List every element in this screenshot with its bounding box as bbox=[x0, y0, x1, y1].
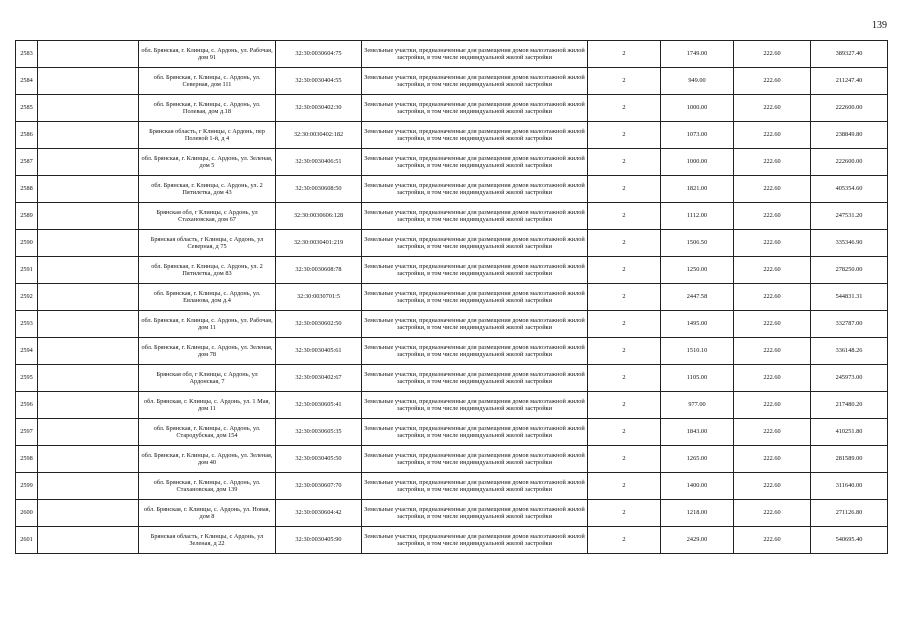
cadastral-value-cell: 544831.31 bbox=[811, 284, 888, 311]
table-row bbox=[16, 230, 888, 257]
table-row bbox=[16, 311, 888, 338]
area-cell: 977.00 bbox=[661, 392, 734, 419]
area-cell: 1400.00 bbox=[661, 473, 734, 500]
group-cell: 2 bbox=[588, 68, 661, 95]
land-use-cell: Земельные участки, предназначенные для размещения домов малоэтажной жилой застройки, в том числе индивидуальной жилой застройки bbox=[362, 419, 588, 446]
cadastral-number-cell: 32:30:0030402:67 bbox=[276, 365, 362, 392]
land-use-cell: Земельные участки, предназначенные для размещения домов малоэтажной жилой застройки, в том числе индивидуальной жилой застройки bbox=[362, 446, 588, 473]
spacer-cell bbox=[38, 68, 139, 95]
rate-cell: 222.60 bbox=[734, 446, 811, 473]
cadastral-value-cell: 222600.00 bbox=[811, 149, 888, 176]
table-row bbox=[16, 392, 888, 419]
land-use-cell: Земельные участки, предназначенные для размещения домов малоэтажной жилой застройки, в том числе индивидуальной жилой застройки bbox=[362, 527, 588, 554]
rate-cell: 222.60 bbox=[734, 500, 811, 527]
table-row bbox=[16, 122, 888, 149]
group-cell: 2 bbox=[588, 257, 661, 284]
area-cell: 1821.00 bbox=[661, 176, 734, 203]
spacer-cell bbox=[38, 392, 139, 419]
spacer-cell bbox=[38, 149, 139, 176]
cadastral-value-cell: 247531.20 bbox=[811, 203, 888, 230]
address-cell: обл. Брянская, г. Клинцы, с. Ардонь, ул. 2 Пятилетка, дом 83 bbox=[139, 257, 276, 284]
address-cell: Брянская обл, г Клинцы, с Ардонь, ул Стахановская, дом 67 bbox=[139, 203, 276, 230]
group-cell: 2 bbox=[588, 176, 661, 203]
group-cell: 2 bbox=[588, 419, 661, 446]
group-cell: 2 bbox=[588, 473, 661, 500]
cadastral-value-cell: 389327.40 bbox=[811, 41, 888, 68]
rate-cell: 222.60 bbox=[734, 230, 811, 257]
group-cell: 2 bbox=[588, 122, 661, 149]
cadastral-number-cell: 32:30:0030605:35 bbox=[276, 419, 362, 446]
spacer-cell bbox=[38, 500, 139, 527]
group-cell: 2 bbox=[588, 284, 661, 311]
cadastral-number-cell: 32:30:0030405:90 bbox=[276, 527, 362, 554]
row-number: 2598 bbox=[16, 446, 38, 473]
cadastral-value-cell: 336148.26 bbox=[811, 338, 888, 365]
row-number: 2588 bbox=[16, 176, 38, 203]
area-cell: 2447.58 bbox=[661, 284, 734, 311]
group-cell: 2 bbox=[588, 446, 661, 473]
area-cell: 1843.00 bbox=[661, 419, 734, 446]
group-cell: 2 bbox=[588, 365, 661, 392]
area-cell: 1000.00 bbox=[661, 149, 734, 176]
table-row bbox=[16, 284, 888, 311]
cadastral-value-cell: 335346.90 bbox=[811, 230, 888, 257]
rate-cell: 222.60 bbox=[734, 527, 811, 554]
row-number: 2591 bbox=[16, 257, 38, 284]
cadastral-number-cell: 32:30:0030701:5 bbox=[276, 284, 362, 311]
rate-cell: 222.60 bbox=[734, 257, 811, 284]
cadastral-number-cell: 32:30:0030602:50 bbox=[276, 311, 362, 338]
cadastral-number-cell: 32:30:0030606:128 bbox=[276, 203, 362, 230]
cadastral-value-cell: 222600.00 bbox=[811, 95, 888, 122]
table-row bbox=[16, 95, 888, 122]
area-cell: 1265.00 bbox=[661, 446, 734, 473]
address-cell: обл. Брянская, г. Клинцы, с. Ардонь, ул. Рабочая, дом 11 bbox=[139, 311, 276, 338]
land-use-cell: Земельные участки, предназначенные для размещения домов малоэтажной жилой застройки, в том числе индивидуальной жилой застройки bbox=[362, 122, 588, 149]
land-use-cell: Земельные участки, предназначенные для размещения домов малоэтажной жилой застройки, в том числе индивидуальной жилой застройки bbox=[362, 500, 588, 527]
land-use-cell: Земельные участки, предназначенные для размещения домов малоэтажной жилой застройки, в том числе индивидуальной жилой застройки bbox=[362, 473, 588, 500]
row-number: 2590 bbox=[16, 230, 38, 257]
cadastral-value-cell: 238849.80 bbox=[811, 122, 888, 149]
group-cell: 2 bbox=[588, 392, 661, 419]
row-number: 2587 bbox=[16, 149, 38, 176]
group-cell: 2 bbox=[588, 95, 661, 122]
cadastral-number-cell: 32:30:0030607:70 bbox=[276, 473, 362, 500]
rate-cell: 222.60 bbox=[734, 68, 811, 95]
cadastral-number-cell: 32:30:0030405:61 bbox=[276, 338, 362, 365]
row-number: 2583 bbox=[16, 41, 38, 68]
spacer-cell bbox=[38, 365, 139, 392]
land-use-cell: Земельные участки, предназначенные для размещения домов малоэтажной жилой застройки, в том числе индивидуальной жилой застройки bbox=[362, 257, 588, 284]
group-cell: 2 bbox=[588, 338, 661, 365]
address-cell: обл. Брянская, г. Клинцы, с. Ардонь, ул. Стахановская, дом 139 bbox=[139, 473, 276, 500]
spacer-cell bbox=[38, 473, 139, 500]
spacer-cell bbox=[38, 527, 139, 554]
spacer-cell bbox=[38, 176, 139, 203]
row-number: 2596 bbox=[16, 392, 38, 419]
rate-cell: 222.60 bbox=[734, 149, 811, 176]
group-cell: 2 bbox=[588, 311, 661, 338]
land-use-cell: Земельные участки, предназначенные для размещения домов малоэтажной жилой застройки, в том числе индивидуальной жилой застройки bbox=[362, 338, 588, 365]
land-use-cell: Земельные участки, предназначенные для размещения домов малоэтажной жилой застройки, в том числе индивидуальной жилой застройки bbox=[362, 392, 588, 419]
address-cell: Брянская обл, г Клинцы, с Ардонь, ул Ардонская, 7 bbox=[139, 365, 276, 392]
group-cell: 2 bbox=[588, 149, 661, 176]
spacer-cell bbox=[38, 122, 139, 149]
table-row bbox=[16, 446, 888, 473]
cadastral-number-cell: 32:30:0030608:78 bbox=[276, 257, 362, 284]
area-cell: 1506.50 bbox=[661, 230, 734, 257]
rate-cell: 222.60 bbox=[734, 176, 811, 203]
table-row bbox=[16, 473, 888, 500]
cadastral-value-cell: 278250.00 bbox=[811, 257, 888, 284]
rate-cell: 222.60 bbox=[734, 284, 811, 311]
land-use-cell: Земельные участки, предназначенные для размещения домов малоэтажной жилой застройки, в том числе индивидуальной жилой застройки bbox=[362, 41, 588, 68]
table-row bbox=[16, 338, 888, 365]
spacer-cell bbox=[38, 95, 139, 122]
row-number: 2595 bbox=[16, 365, 38, 392]
cadastral-number-cell: 32:30:0030608:50 bbox=[276, 176, 362, 203]
registry-body bbox=[16, 41, 888, 554]
rate-cell: 222.60 bbox=[734, 95, 811, 122]
cadastral-number-cell: 32:30:0030402:182 bbox=[276, 122, 362, 149]
row-number: 2601 bbox=[16, 527, 38, 554]
cadastral-number-cell: 32:30:0030402:30 bbox=[276, 95, 362, 122]
address-cell: обл. Брянская, г. Клинцы, с. Ардонь, ул. Новая, дом 8 bbox=[139, 500, 276, 527]
row-number: 2585 bbox=[16, 95, 38, 122]
cadastral-value-cell: 311640.00 bbox=[811, 473, 888, 500]
cadastral-value-cell: 211247.40 bbox=[811, 68, 888, 95]
cadastral-number-cell: 32:30:0030604:75 bbox=[276, 41, 362, 68]
rate-cell: 222.60 bbox=[734, 392, 811, 419]
cadastral-number-cell: 32:30:0030605:41 bbox=[276, 392, 362, 419]
group-cell: 2 bbox=[588, 500, 661, 527]
land-use-cell: Земельные участки, предназначенные для размещения домов малоэтажной жилой застройки, в том числе индивидуальной жилой застройки bbox=[362, 68, 588, 95]
rate-cell: 222.60 bbox=[734, 41, 811, 68]
address-cell: обл. Брянская, г. Клинцы, с. Ардонь, ул. Рабочая, дом 91 bbox=[139, 41, 276, 68]
area-cell: 1749.00 bbox=[661, 41, 734, 68]
address-cell: обл. Брянская, г. Клинцы, с. Ардонь, ул. Полевая, дом д.18 bbox=[139, 95, 276, 122]
row-number: 2594 bbox=[16, 338, 38, 365]
land-use-cell: Земельные участки, предназначенные для размещения домов малоэтажной жилой застройки, в том числе индивидуальной жилой застройки bbox=[362, 203, 588, 230]
row-number: 2589 bbox=[16, 203, 38, 230]
spacer-cell bbox=[38, 257, 139, 284]
address-cell: обл. Брянская, г. Клинцы, с. Ардонь, ул. Стародубская, дом 154 bbox=[139, 419, 276, 446]
spacer-cell bbox=[38, 446, 139, 473]
area-cell: 1250.00 bbox=[661, 257, 734, 284]
address-cell: обл. Брянская, г. Клинцы, с. Ардонь, ул. Зеленая, дом 40 bbox=[139, 446, 276, 473]
address-cell: обл. Брянская, г. Клинцы, с. Ардонь, ул. Зеленая, дом 78 bbox=[139, 338, 276, 365]
cadastral-number-cell: 32:30:0030404:55 bbox=[276, 68, 362, 95]
cadastral-value-cell: 281589.00 bbox=[811, 446, 888, 473]
area-cell: 1218.00 bbox=[661, 500, 734, 527]
cadastral-number-cell: 32:30:0030401:219 bbox=[276, 230, 362, 257]
area-cell: 1112.00 bbox=[661, 203, 734, 230]
table-row bbox=[16, 41, 888, 68]
land-use-cell: Земельные участки, предназначенные для размещения домов малоэтажной жилой застройки, в том числе индивидуальной жилой застройки bbox=[362, 176, 588, 203]
rate-cell: 222.60 bbox=[734, 311, 811, 338]
land-use-cell: Земельные участки, предназначенные для размещения домов малоэтажной жилой застройки, в том числе индивидуальной жилой застройки bbox=[362, 284, 588, 311]
group-cell: 2 bbox=[588, 41, 661, 68]
rate-cell: 222.60 bbox=[734, 338, 811, 365]
group-cell: 2 bbox=[588, 203, 661, 230]
table-row bbox=[16, 68, 888, 95]
cadastral-value-cell: 405354.60 bbox=[811, 176, 888, 203]
page-number: 139 bbox=[872, 20, 887, 31]
rate-cell: 222.60 bbox=[734, 203, 811, 230]
row-number: 2592 bbox=[16, 284, 38, 311]
area-cell: 1000.00 bbox=[661, 95, 734, 122]
land-use-cell: Земельные участки, предназначенные для размещения домов малоэтажной жилой застройки, в том числе индивидуальной жилой застройки bbox=[362, 311, 588, 338]
cadastral-value-cell: 332787.00 bbox=[811, 311, 888, 338]
address-cell: обл. Брянская, г. Клинцы, с. Ардонь, ул. Северная, дом 111 bbox=[139, 68, 276, 95]
land-use-cell: Земельные участки, предназначенные для размещения домов малоэтажной жилой застройки, в том числе индивидуальной жилой застройки bbox=[362, 230, 588, 257]
cadastral-value-cell: 540695.40 bbox=[811, 527, 888, 554]
table-row bbox=[16, 527, 888, 554]
table-row bbox=[16, 500, 888, 527]
cadastral-value-cell: 410251.80 bbox=[811, 419, 888, 446]
table-row bbox=[16, 365, 888, 392]
row-number: 2593 bbox=[16, 311, 38, 338]
table-row bbox=[16, 203, 888, 230]
address-cell: обл. Брянская, г. Клинцы, с. Ардонь, ул. 2 Пятилетка, дом 43 bbox=[139, 176, 276, 203]
address-cell: Брянская область, г Клинцы, с Ардонь, ул Северная, д 75 bbox=[139, 230, 276, 257]
row-number: 2600 bbox=[16, 500, 38, 527]
row-number: 2597 bbox=[16, 419, 38, 446]
group-cell: 2 bbox=[588, 527, 661, 554]
table-row bbox=[16, 149, 888, 176]
cadastral-number-cell: 32:30:0030405:50 bbox=[276, 446, 362, 473]
address-cell: Брянская область, г Клинцы, с Ардонь, ул Зеленая, д 22 bbox=[139, 527, 276, 554]
cadastral-number-cell: 32:30:0030406:51 bbox=[276, 149, 362, 176]
area-cell: 1105.00 bbox=[661, 365, 734, 392]
table-row bbox=[16, 419, 888, 446]
spacer-cell bbox=[38, 284, 139, 311]
area-cell: 1495.00 bbox=[661, 311, 734, 338]
table-row bbox=[16, 176, 888, 203]
spacer-cell bbox=[38, 419, 139, 446]
row-number: 2586 bbox=[16, 122, 38, 149]
land-use-cell: Земельные участки, предназначенные для размещения домов малоэтажной жилой застройки, в том числе индивидуальной жилой застройки bbox=[362, 365, 588, 392]
cadastral-value-cell: 271126.80 bbox=[811, 500, 888, 527]
cadastral-number-cell: 32:30:0030604:42 bbox=[276, 500, 362, 527]
area-cell: 949.00 bbox=[661, 68, 734, 95]
land-use-cell: Земельные участки, предназначенные для размещения домов малоэтажной жилой застройки, в том числе индивидуальной жилой застройки bbox=[362, 95, 588, 122]
address-cell: обл. Брянская, г. Клинцы, с. Ардонь, ул. Евланова, дом д.4 bbox=[139, 284, 276, 311]
rate-cell: 222.60 bbox=[734, 473, 811, 500]
rate-cell: 222.60 bbox=[734, 419, 811, 446]
address-cell: Брянская область, г Клинцы, с Ардонь, пер Полевой 1-й, д 4 bbox=[139, 122, 276, 149]
rate-cell: 222.60 bbox=[734, 365, 811, 392]
row-number: 2599 bbox=[16, 473, 38, 500]
area-cell: 1510.10 bbox=[661, 338, 734, 365]
spacer-cell bbox=[38, 230, 139, 257]
area-cell: 2429.00 bbox=[661, 527, 734, 554]
group-cell: 2 bbox=[588, 230, 661, 257]
cadastral-value-cell: 245973.00 bbox=[811, 365, 888, 392]
spacer-cell bbox=[38, 41, 139, 68]
address-cell: обл. Брянская, г. Клинцы, с. Ардонь, ул. 1 Мая, дом 11 bbox=[139, 392, 276, 419]
spacer-cell bbox=[38, 338, 139, 365]
land-use-cell: Земельные участки, предназначенные для размещения домов малоэтажной жилой застройки, в том числе индивидуальной жилой застройки bbox=[362, 149, 588, 176]
spacer-cell bbox=[38, 203, 139, 230]
land-registry-table bbox=[15, 40, 888, 554]
rate-cell: 222.60 bbox=[734, 122, 811, 149]
row-number: 2584 bbox=[16, 68, 38, 95]
spacer-cell bbox=[38, 311, 139, 338]
address-cell: обл. Брянская, г. Клинцы, с. Ардонь, ул. Зеленая, дом 5 bbox=[139, 149, 276, 176]
table-row bbox=[16, 257, 888, 284]
area-cell: 1073.00 bbox=[661, 122, 734, 149]
cadastral-value-cell: 217480.20 bbox=[811, 392, 888, 419]
